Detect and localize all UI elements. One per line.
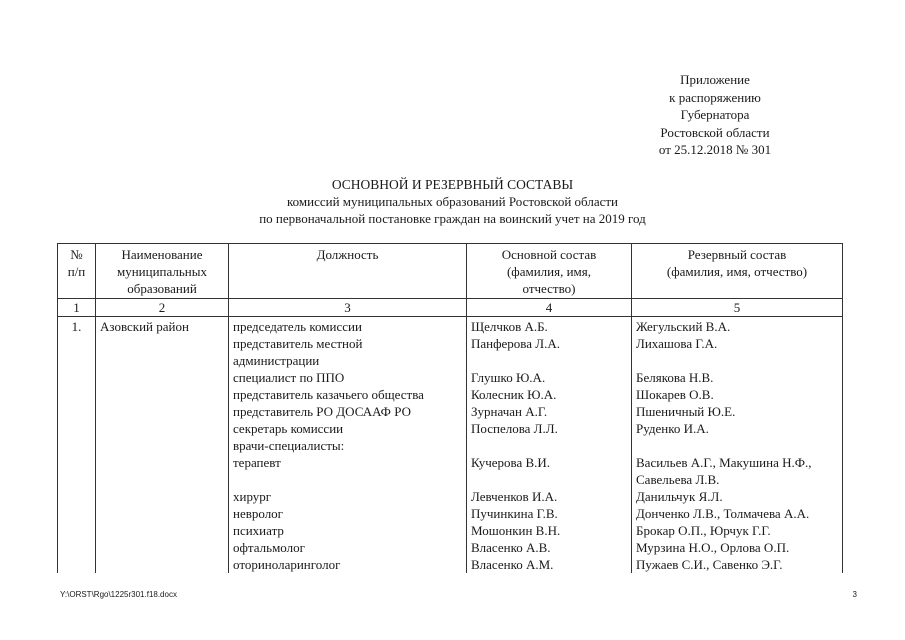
reserve-member <box>636 352 838 369</box>
position-item: терапевт <box>233 455 281 470</box>
position-item: председатель комиссии <box>233 319 362 334</box>
reserve-member: Брокар О.П., Юрчук Г.Г. <box>636 523 771 538</box>
main-member <box>471 471 627 488</box>
main-member: Власенко А.В. <box>471 540 551 555</box>
column-number: 3 <box>229 299 467 317</box>
reserve-member: Донченко Л.В., Толмачева А.А. <box>636 506 810 521</box>
row-positions <box>229 317 467 574</box>
column-number-row <box>58 299 843 317</box>
main-member: Левченков И.А. <box>471 489 558 504</box>
column-number: 2 <box>96 299 229 317</box>
table-row <box>58 317 843 574</box>
header-municipality: Наименование муниципальных образований <box>96 244 229 299</box>
row-municipality: Азовский район <box>96 317 229 574</box>
appendix-line: Ростовской области <box>660 124 770 140</box>
reserve-member: Пшеничный Ю.Е. <box>636 404 736 419</box>
appendix-line: от 25.12.2018 № 301 <box>658 142 772 157</box>
position-item <box>233 471 462 488</box>
position-item: офтальмолог <box>233 540 305 555</box>
reserve-member: Васильев А.Г., Макушина Н.Ф., <box>636 455 812 470</box>
footer-file-path: Y:\ORST\Rgo\1225r301.f18.docx <box>60 590 177 599</box>
row-number: 1. <box>58 317 96 574</box>
row-reserve-staff <box>632 317 843 574</box>
header-reserve-staff: Резервный состав (фамилия, имя, отчество) <box>632 244 843 299</box>
header-num: № п/п <box>58 244 96 299</box>
title-subtitle-1: комиссий муниципальных образований Ростовской области <box>286 194 618 209</box>
position-item: представитель казачьего общества <box>233 387 424 402</box>
column-number: 4 <box>467 299 632 317</box>
appendix-block <box>615 71 815 159</box>
table-header-row <box>58 244 843 299</box>
main-member: Панферова Л.А. <box>471 336 561 351</box>
position-item: оториноларинголог <box>233 557 341 572</box>
title-main: ОСНОВНОЙ И РЕЗЕРВНЫЙ СОСТАВЫ <box>331 177 574 192</box>
document-title <box>0 176 905 227</box>
header-main-staff: Основной состав (фамилия, имя, отчество) <box>467 244 632 299</box>
reserve-member: Белякова Н.В. <box>636 370 714 385</box>
appendix-line: Приложение <box>680 72 750 87</box>
main-member: Власенко А.М. <box>471 557 554 572</box>
main-member: Пучинкина Г.В. <box>471 506 558 521</box>
main-member: Зурначан А.Г. <box>471 404 548 419</box>
position-item: психиатр <box>233 523 284 538</box>
reserve-member <box>636 437 838 454</box>
reserve-member: Руденко И.А. <box>636 421 709 436</box>
reserve-member: Данильчук Я.Л. <box>636 489 723 504</box>
reserve-member: Жегульский В.А. <box>636 319 731 334</box>
header-position: Должность <box>229 244 467 299</box>
reserve-member: Пужаев С.И., Савенко Э.Г. <box>636 557 783 572</box>
reserve-member: Мурзина Н.О., Орлова О.П. <box>636 540 790 555</box>
appendix-line: к распоряжению <box>669 89 761 105</box>
position-item: невролог <box>233 506 284 521</box>
appendix-line: Губернатора <box>680 107 750 122</box>
reserve-member: Савельева Л.В. <box>636 472 720 487</box>
main-member: Кучерова В.И. <box>471 455 551 470</box>
position-item: представитель местной <box>233 336 363 351</box>
title-subtitle-2: по первоначальной постановке граждан на воинский учет на 2019 год <box>259 211 646 226</box>
main-member <box>471 352 627 369</box>
position-item: администрации <box>233 353 320 368</box>
main-member <box>471 437 627 454</box>
main-member: Колесник Ю.А. <box>471 387 557 402</box>
position-item: врачи-специалисты: <box>233 438 345 453</box>
position-item: секретарь комиссии <box>233 421 344 436</box>
commission-table <box>57 243 843 573</box>
footer-page-number: 3 <box>852 590 857 599</box>
main-member: Поспелова Л.Л. <box>471 421 558 436</box>
main-member: Щелчков А.Б. <box>471 319 548 334</box>
position-item: специалист по ППО <box>233 370 345 385</box>
row-main-staff <box>467 317 632 574</box>
reserve-member: Лихашова Г.А. <box>636 336 718 351</box>
column-number: 5 <box>632 299 843 317</box>
column-number: 1 <box>58 299 96 317</box>
main-member: Мошонкин В.Н. <box>471 523 561 538</box>
position-item: хирург <box>233 489 272 504</box>
position-item: представитель РО ДОСААФ РО <box>233 404 411 419</box>
main-member: Глушко Ю.А. <box>471 370 546 385</box>
reserve-member: Шокарев О.В. <box>636 387 714 402</box>
